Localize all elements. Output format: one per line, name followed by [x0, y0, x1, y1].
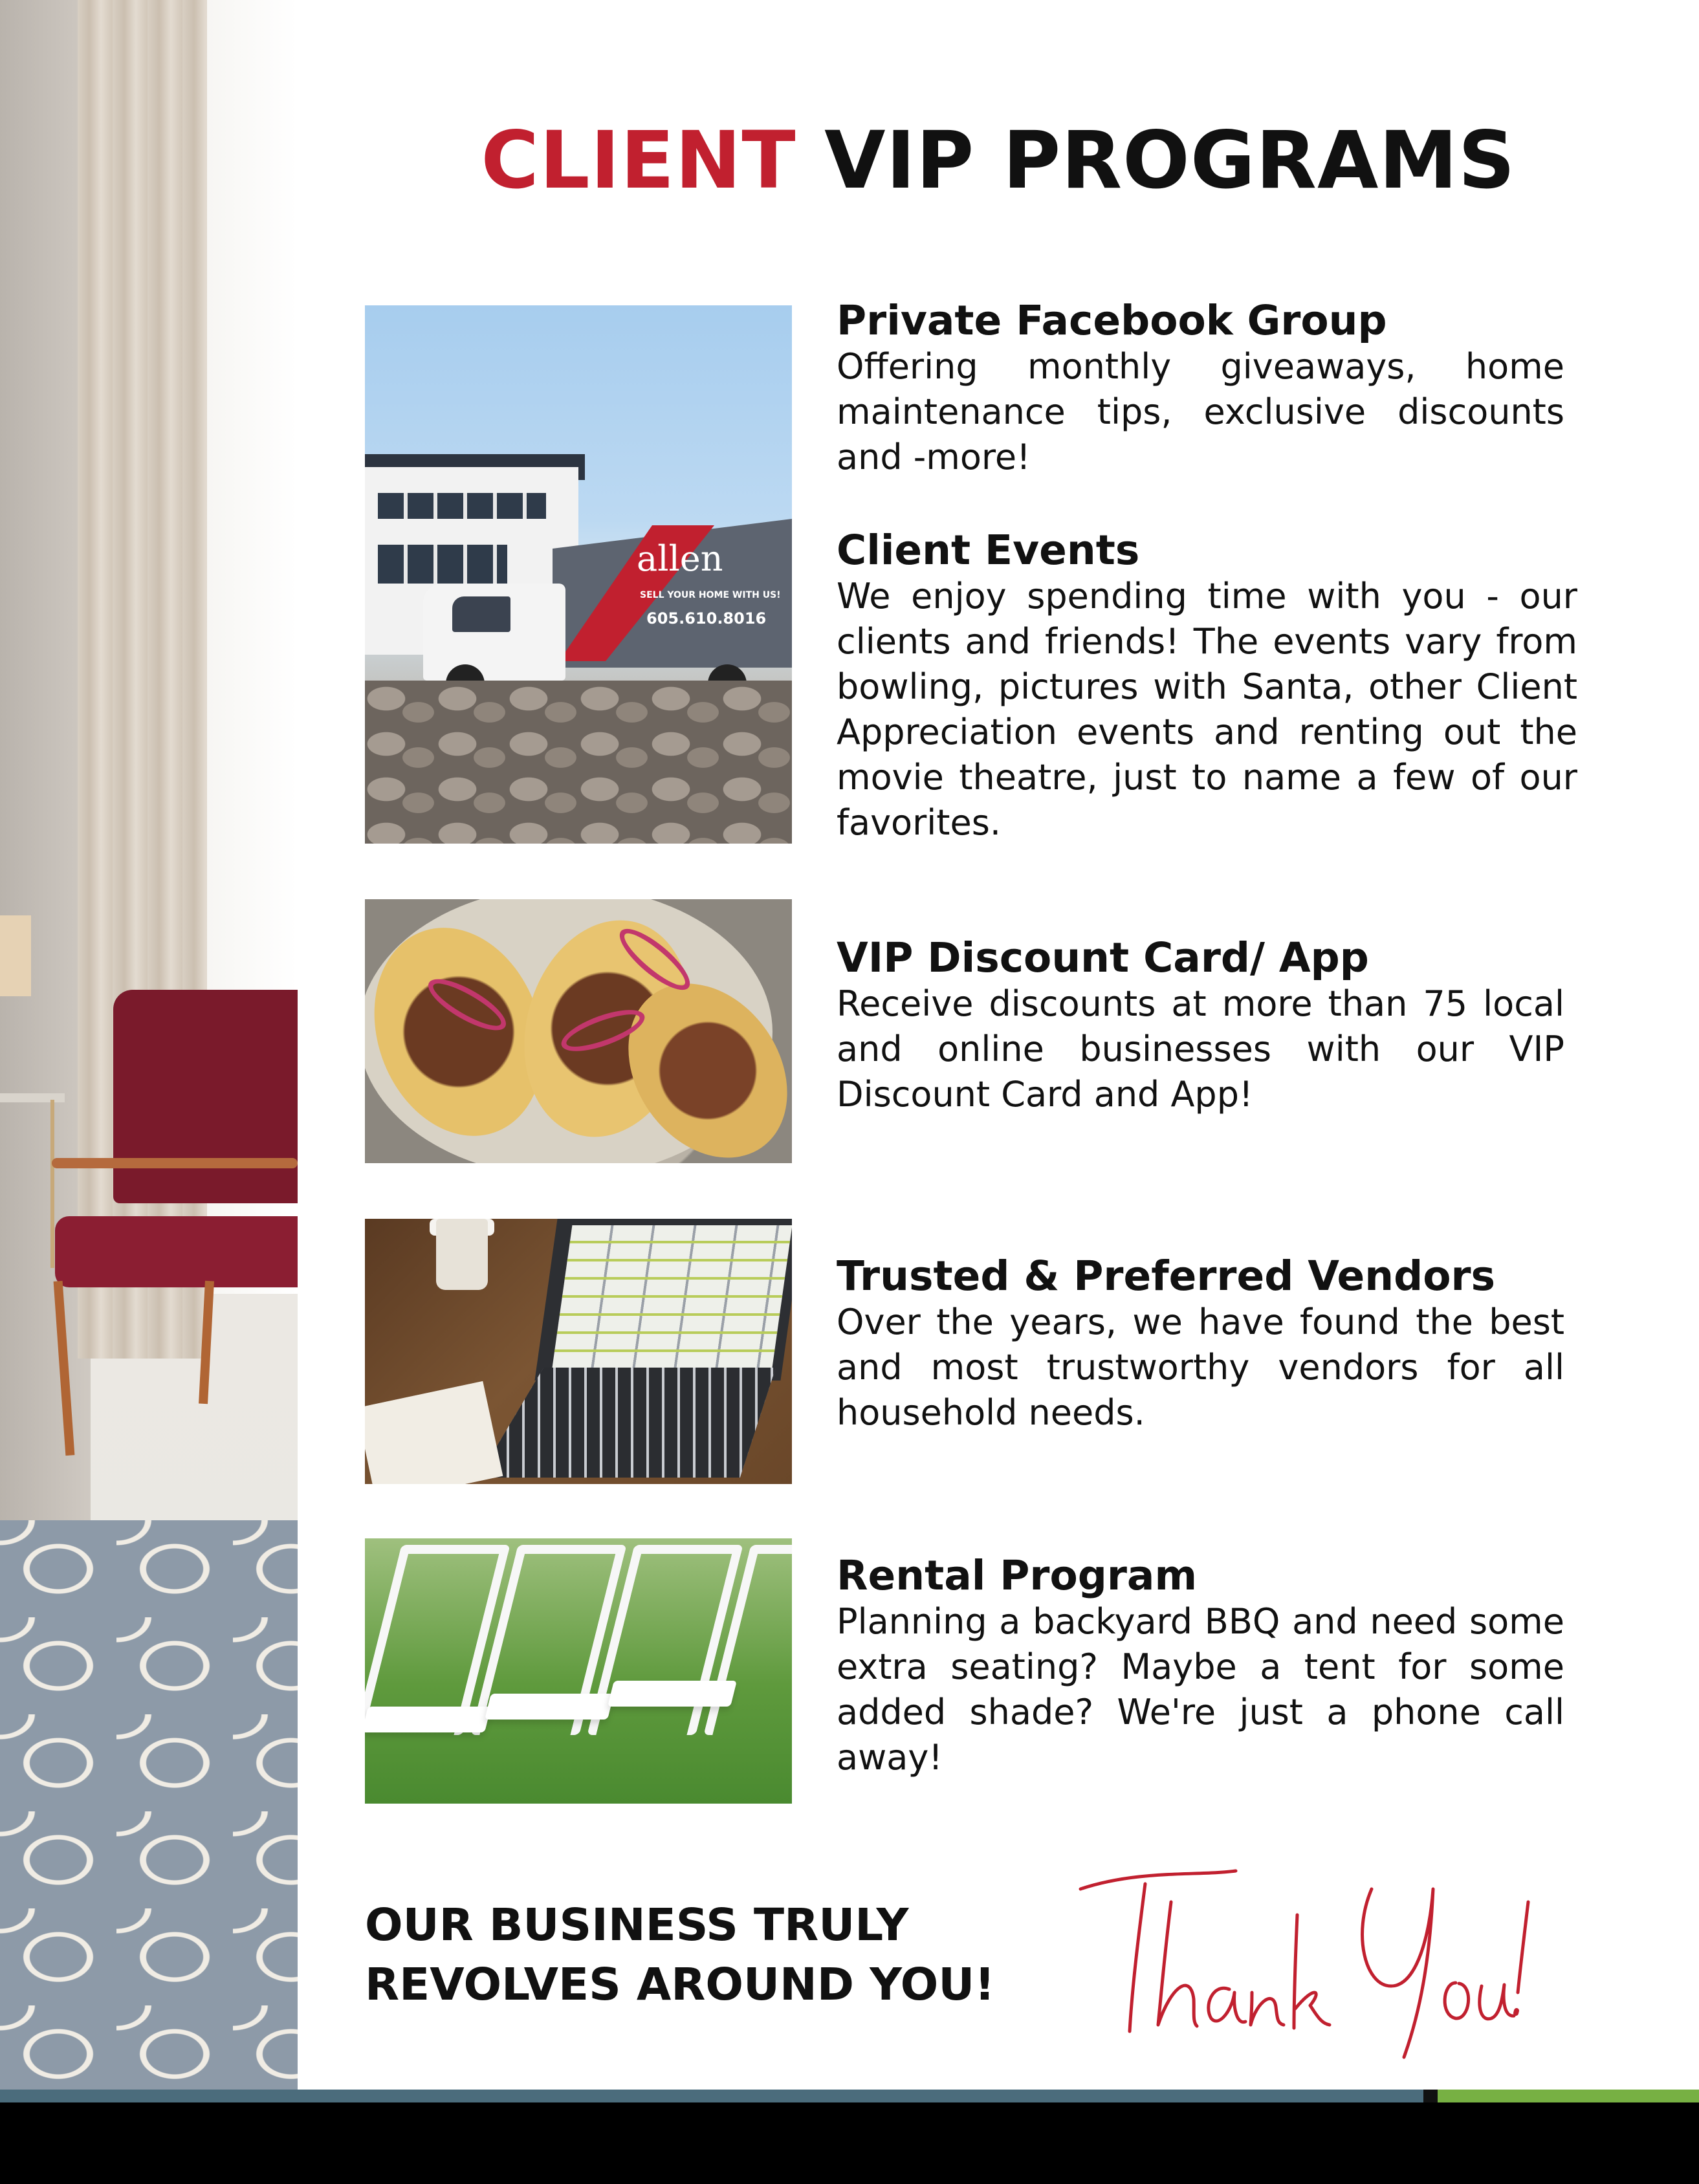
footer-green-bar [1438, 2090, 1699, 2102]
laptop-keyboard [478, 1368, 776, 1478]
photo-office-van [365, 305, 792, 844]
side-table-shape [0, 1093, 65, 1102]
program-trusted-vendors [837, 1253, 1564, 1436]
footer-divider [1423, 2090, 1438, 2102]
program-heading: Private Facebook Group [837, 297, 1387, 344]
program-vip-discount [837, 935, 1564, 1117]
chair-seat [365, 1707, 491, 1732]
photo-tacos [365, 899, 792, 1163]
page-title [298, 113, 1699, 208]
van-brand-logo: allen [637, 538, 723, 579]
wall-shape [0, 0, 91, 1527]
thank-you-signature [1068, 1863, 1533, 2070]
chair-seat [485, 1694, 614, 1720]
rock-wall [365, 681, 792, 844]
program-body: Planning a backyard BBQ and need some extra seating? Maybe a tent for some added shade? We're just a phone call away! [837, 1601, 1564, 1778]
van-phone: 605.610.8016 [646, 609, 767, 628]
program-body: Over the years, we have found the best and most trustworthy vendors for all household needs. [837, 1302, 1564, 1433]
building-windows [378, 493, 546, 519]
armchair-arm [52, 1158, 298, 1168]
van-cab-window [452, 596, 510, 632]
closing-line: OUR BUSINESS TRULY [365, 1899, 909, 1951]
title-rest: VIP PROGRAMS [824, 115, 1516, 206]
laptop-screen-content [553, 1225, 792, 1368]
interior-side-photo [0, 0, 298, 2090]
patterned-rug [0, 1520, 298, 2090]
program-heading: VIP Discount Card/ App [837, 934, 1369, 981]
closing-statement [365, 1895, 1077, 2015]
chair-seat [608, 1681, 737, 1707]
armchair-back [113, 990, 298, 1203]
van-slogan: SELL YOUR HOME WITH US! [640, 590, 781, 600]
photo-laptop [365, 1219, 792, 1484]
program-facebook-group [837, 298, 1564, 480]
program-body: Receive discounts at more than 75 local and online businesses with our VIP Discount Card and App! [837, 983, 1564, 1115]
lamp-shape [0, 915, 31, 996]
building-windows [378, 545, 507, 584]
program-heading: Trusted & Preferred Vendors [837, 1252, 1496, 1300]
coffee-cup [436, 1219, 488, 1290]
footer-slate-bar [0, 2090, 1423, 2102]
photo-folding-chairs [365, 1538, 792, 1804]
program-rental [837, 1553, 1564, 1780]
program-body: Offering monthly giveaways, home maintenance tips, exclusive discounts and -more! [837, 346, 1564, 477]
program-heading: Rental Program [837, 1552, 1198, 1599]
program-client-events [837, 527, 1577, 846]
title-accent: CLIENT [481, 115, 796, 206]
program-body: We enjoy spending time with you - our clients and friends! The events vary from bowling, pictures with Santa, other Client Appreciation events and renting out the movie theatre, just to name a few of our favorites. [837, 576, 1577, 843]
program-heading: Client Events [837, 527, 1140, 574]
notebook-shape [365, 1381, 503, 1484]
armchair-seat [55, 1216, 298, 1287]
footer-black-band [0, 2102, 1699, 2184]
closing-line: REVOLVES AROUND YOU! [365, 1959, 995, 2011]
side-table-leg [50, 1100, 54, 1268]
